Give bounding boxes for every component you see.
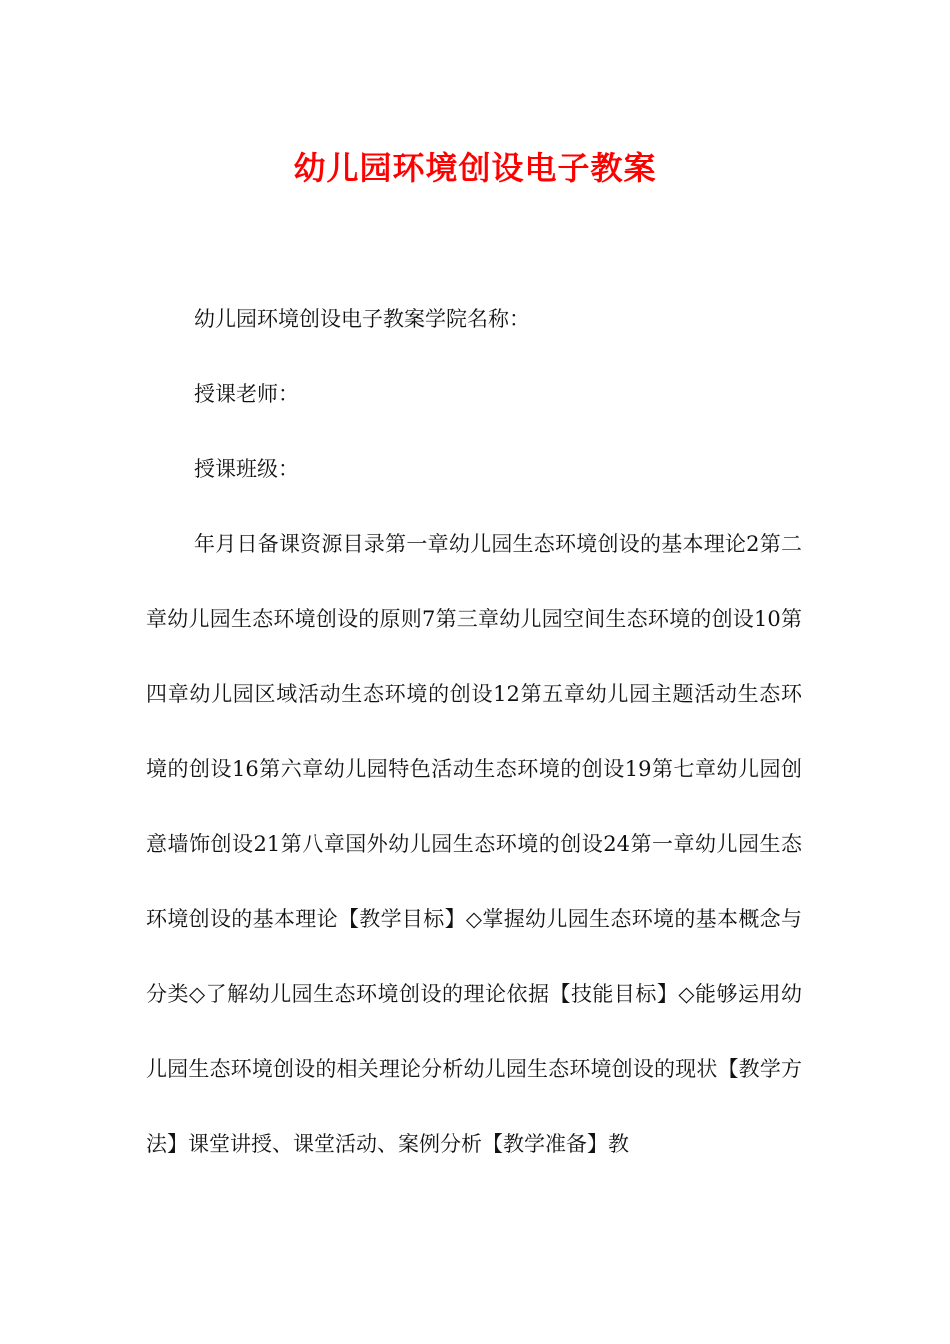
- document-body: [146, 282, 802, 1182]
- paragraph-college-name: 幼儿园环境创设电子教案学院名称：: [194, 307, 530, 331]
- paragraph-contents: 年月日备课资源目录第一章幼儿园生态环境创设的基本理论2第二章幼儿园生态环境创设的原则7第三章幼儿园空间生态环境的创设10第四章幼儿园区域活动生态环境的创设12第五章幼儿园主题活动生态环境的创设16第六章幼儿园特色活动生态环境的创设19第七章幼儿园创意墙饰创设21第八章国外幼儿园生态环境的创设24第一章幼儿园生态环境创设的基本理论【教学目标】◇掌握幼儿园生态环境的基本概念与分类◇了解幼儿园生态环境创设的理论依据【技能目标】◇能够运用幼儿园生态环境创设的相关理论分析幼儿园生态环境创设的现状【教学方法】课堂讲授、课堂活动、案例分析【教学准备】教: [146, 532, 802, 1156]
- document-title: 幼儿园环境创设电子教案: [293, 149, 657, 187]
- paragraph-class: 授课班级：: [194, 457, 299, 481]
- paragraph-teacher: 授课老师：: [194, 382, 299, 406]
